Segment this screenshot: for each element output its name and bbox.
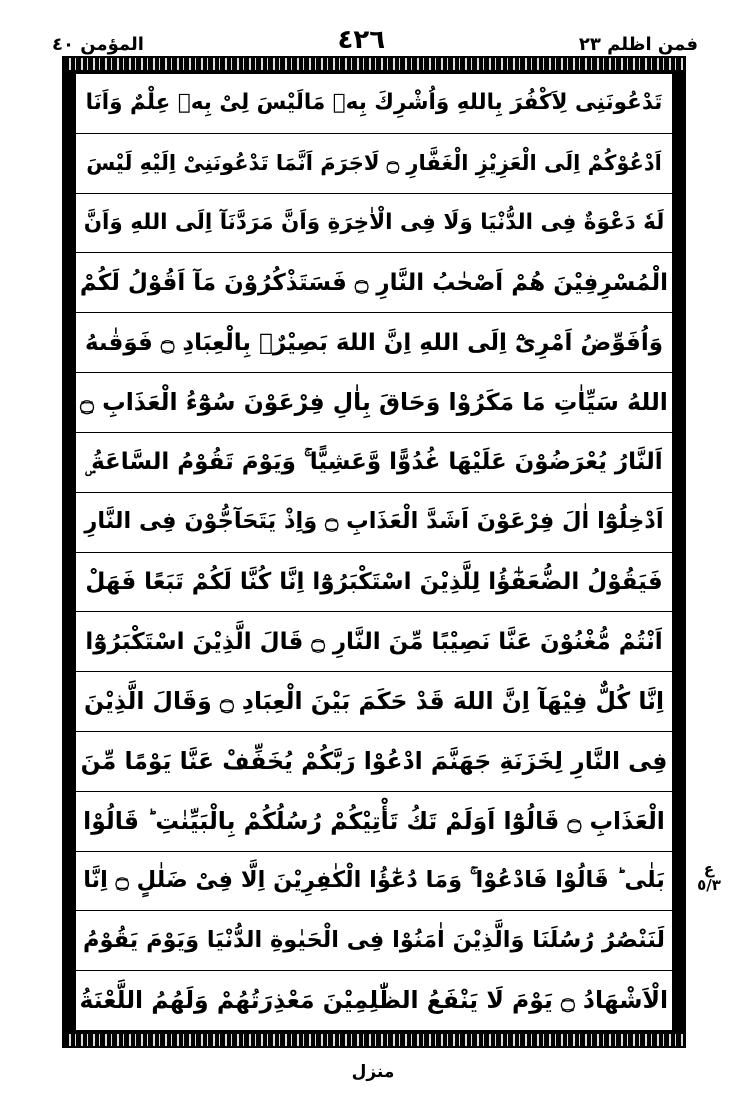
page-number: ٤٢٦	[337, 25, 386, 55]
page-footer	[0, 1062, 746, 1082]
quran-line	[76, 911, 672, 971]
quran-line	[76, 672, 672, 732]
quran-text-lines	[76, 74, 672, 1030]
quran-line	[76, 612, 672, 672]
ornamental-border-inner	[72, 70, 676, 1034]
quran-line-text: اَلنَّارُ يُعْرَضُوْنَ عَلَيْهَا غُدُوًّا وَّعَشِيًّا ۚ وَيَوْمَ تَقُوْمُ السَّاعَةُ ۣ	[85, 449, 663, 476]
quran-line	[76, 433, 672, 493]
quran-line-text: لَهٗ دَعْوَةٌ فِى الدُّنْيَا وَلَا فِى الْاٰخِرَةِ وَاَنَّ مَرَدَّنَآ اِلَى اللهِ وَاَنَّ	[83, 209, 665, 235]
page-header	[52, 16, 698, 56]
quran-line-text: بَلٰى ؕ قَالُوْا فَادْعُوْا ۚ وَمَا دُعٰٓؤُا الْكٰفِرِيْنَ اِلَّا فِىْ ضَلٰلٍ ۝ اِنَّا	[83, 867, 665, 894]
ornamental-border-outer	[62, 56, 686, 1048]
ruku-marker	[692, 862, 726, 894]
quran-line	[76, 971, 672, 1030]
quran-line-text: اَنْتُمْ مُّغْنُوْنَ عَنَّا نَصِيْبًا مِّنَ النَّارِ ۝ قَالَ الَّذِيْنَ اسْتَكْبَرُوْٓا	[85, 628, 663, 655]
manzil-note: منزل	[351, 1062, 395, 1082]
surah-header-label: المؤمن ٤٠	[52, 34, 144, 55]
quran-line-text: الْمُسْرِفِيْنَ هُمْ اَصْحٰبُ النَّارِ ۝ فَسَتَذْكُرُوْنَ مَآ اَقُوْلُ لَكُمْ	[79, 269, 668, 296]
quran-line-text: الْاَشْهَادُ ۝ يَوْمَ لَا يَنْفَعُ الظّٰلِمِيْنَ مَعْذِرَتُهُمْ وَلَهُمُ اللَّعْنَةُ	[79, 986, 668, 1015]
quran-line-text: وَاُفَوِّضُ اَمْرِىْٓ اِلَى اللهِ اِنَّ اللهَ بَصِيْرٌۢ بِالْعِبَادِ ۝ فَوَقٰىهُ	[84, 329, 664, 356]
ruku-marker-symbol: ع	[703, 860, 715, 878]
quran-line-text: فَيَقُوْلُ الضُّعَفٰٓؤُا لِلَّذِيْنَ اسْتَكْبَرُوْٓا اِنَّا كُنَّا لَكُمْ تَبَعًا فَهَلْ	[85, 568, 663, 595]
quran-line-text: اَدْعُوْكُمْ اِلَى الْعَزِيْزِ الْغَفَّارِ ۝ لَاجَرَمَ اَنَّمَا تَدْعُونَنِىْ اِلَيْهِ لَيْسَ	[86, 151, 662, 176]
quran-line-text: تَدْعُونَنِى لِاَكْفُرَ بِاللهِ وَاُشْرِكَ بِهٖ مَالَيْسَ لِىْ بِهٖ عِلْمٌ وَاَنَا	[85, 90, 663, 116]
quran-line	[76, 553, 672, 613]
quran-line-text: لَنَنْصُرُ رُسُلَنَا وَالَّذِيْنَ اٰمَنُوْا فِى الْحَيٰوةِ الدُّنْيَا وَيَوْمَ يَقُوْمُ	[83, 926, 665, 953]
quran-line-text: الْعَذَابِ ۝ قَالُوْٓا اَوَلَمْ تَكُ تَأْتِيْكُمْ رُسُلُكُمْ بِالْبَيِّنٰتِ ؕ قَالُوْا	[83, 806, 665, 835]
quran-line	[76, 732, 672, 792]
quran-line	[76, 194, 672, 254]
quran-line	[76, 74, 672, 134]
text-block-frame	[75, 73, 673, 1031]
quran-line-text: اِنَّا كُلٌّ فِيْهَآ اِنَّ اللهَ قَدْ حَكَمَ بَيْنَ الْعِبَادِ ۝ وَقَالَ الَّذِيْنَ	[83, 687, 665, 716]
quran-line	[76, 792, 672, 852]
quran-line	[76, 373, 672, 433]
quran-line	[76, 253, 672, 313]
quran-line	[76, 493, 672, 553]
quran-line	[76, 852, 672, 912]
quran-line-text: اللهُ سَيِّاٰتِ مَا مَكَرُوْا وَحَاقَ بِاٰلِ فِرْعَوْنَ سُوْٓءُ الْعَذَابِ ۝	[80, 388, 668, 417]
ruku-marker-count: ٥/٣	[697, 875, 721, 894]
quran-line	[76, 134, 672, 194]
juz-header-label: فمن اظلم ٢٣	[578, 34, 698, 55]
quran-line-text: فِى النَّارِ لِخَزَنَةِ جَهَنَّمَ ادْعُوْا رَبَّكُمْ يُخَفِّفْ عَنَّا يَوْمًا مِّنَ	[80, 747, 668, 775]
quran-line-text: اَدْخِلُوْٓا اٰلَ فِرْعَوْنَ اَشَدَّ الْعَذَابِ ۝ وَاِذْ يَتَحَآجُّوْنَ فِى النَّارِ	[84, 508, 664, 535]
quran-line	[76, 313, 672, 373]
